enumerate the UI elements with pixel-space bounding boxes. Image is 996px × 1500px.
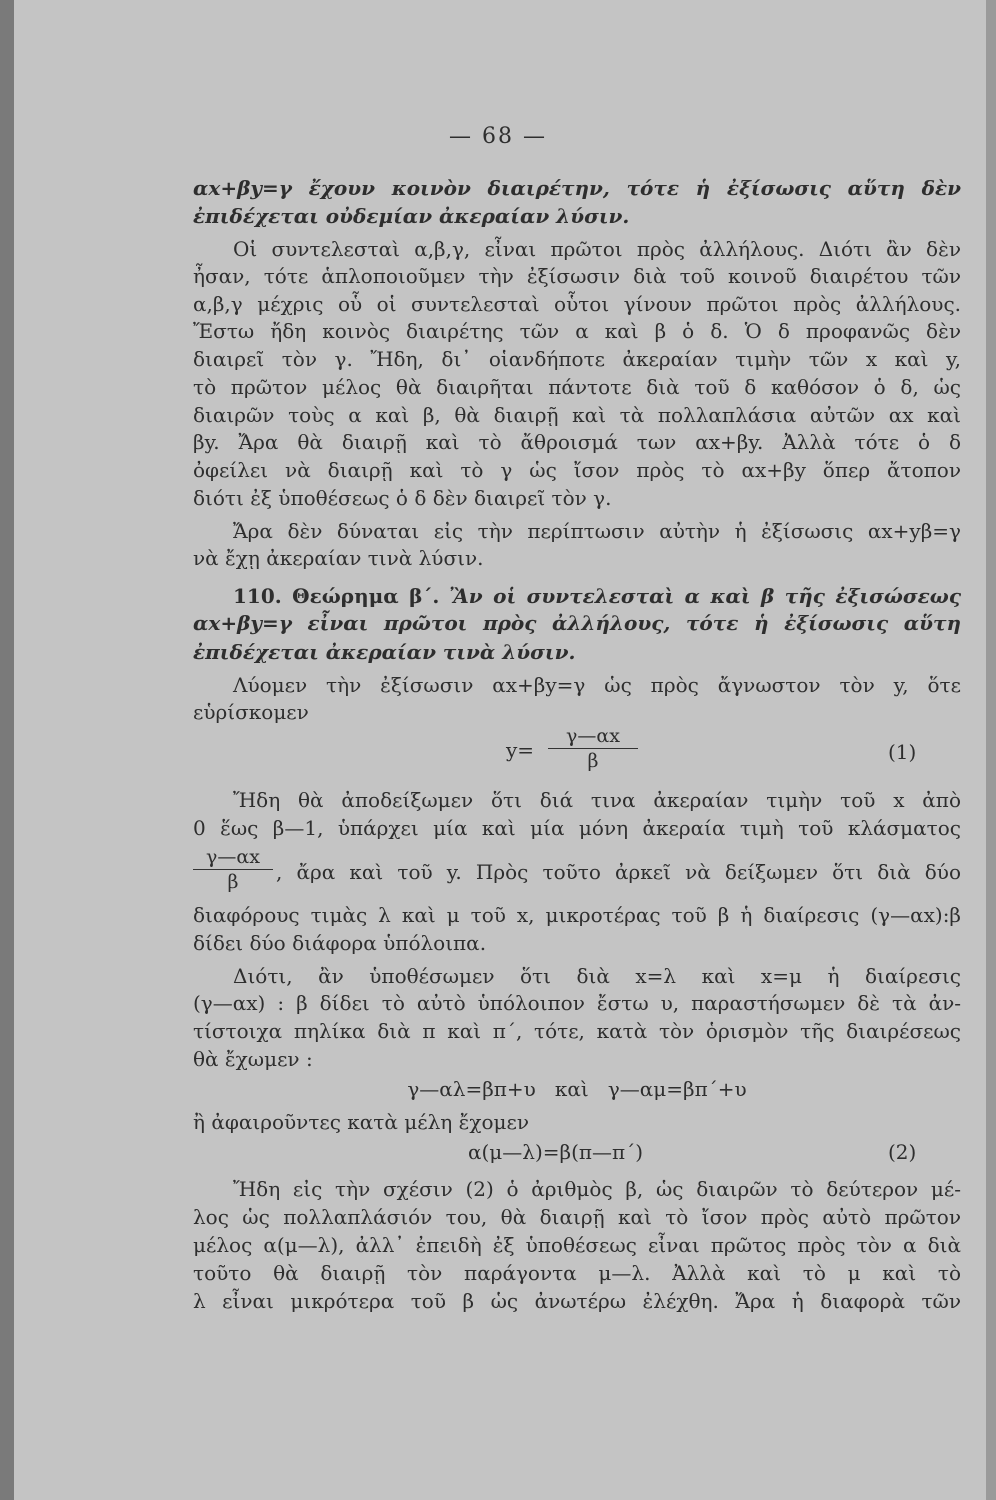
page-right-edge: [986, 0, 996, 1500]
fraction-denominator: β: [227, 871, 239, 893]
text-line: μέλος α(μ—λ), ἀλλ᾽ ἐπειδὴ ἐξ ὑποθέσεως εἶναι πρῶτος πρὸς τὸν α διὰ: [193, 1233, 961, 1257]
text-line: α,β,γ μέχρις οὗ οἱ συντελεσταὶ οὗτοι γίνουν πρῶτοι πρὸς ἀλλήλους.: [193, 292, 961, 316]
equation-number: (1): [888, 740, 917, 764]
text-line: Ἔστω ἤδη κοινὸς διαιρέτης τῶν α καὶ β ὁ δ. Ὁ δ προφανῶς δὲν: [193, 319, 961, 343]
theorem-line: ἐπιδέχεται ἀκεραίαν τινὰ λύσιν.: [193, 640, 576, 664]
text-line: εὑρίσκομεν: [193, 700, 309, 724]
text-line: τὸ πρῶτον μέλος θὰ διαιρῆται πάντοτε διὰ τοῦ δ καθόσον ὁ δ, ὡς: [193, 375, 961, 399]
text-line: Ἤδη θὰ ἀποδείξωμεν ὅτι διά τινα ἀκεραίαν τιμὴν τοῦ x ἀπὸ: [233, 788, 961, 812]
theorem-statement: Ἂν οἱ συντελεσταὶ α καὶ β τῆς ἐξισώσεως: [449, 584, 961, 608]
fraction-denominator: β: [587, 750, 599, 772]
fraction-numerator: γ—αx: [193, 845, 273, 870]
text-line: βy. Ἄρα θὰ διαιρῇ καὶ τὸ ἄθροισμά των αx+βy. Ἀλλὰ τότε ὁ δ: [193, 430, 961, 454]
text-line: Οἱ συντελεσταὶ α,β,γ, εἶναι πρῶτοι πρὸς ἀλλήλους. Διότι ἂν δὲν: [233, 237, 961, 261]
text-line: ὀφείλει νὰ διαιρῇ καὶ τὸ γ ὡς ἴσον πρὸς τὸ αx+βy ὅπερ ἄτοπον: [193, 458, 961, 482]
equation-2: α(μ—λ)=β(π—π΄): [468, 1140, 643, 1164]
text-line: Λύομεν τὴν ἐξίσωσιν αx+βy=γ ὡς πρὸς ἄγνωστον τὸν y, ὅτε: [233, 673, 961, 697]
text-line: ἢ ἀφαιροῦντες κατὰ μέλη ἔχομεν: [193, 1110, 530, 1134]
page-number: — 68 —: [449, 124, 547, 149]
equation-number: (2): [888, 1140, 917, 1164]
text-line: Διότι, ἂν ὑποθέσωμεν ὅτι διὰ x=λ καὶ x=μ ἡ διαίρεσις: [233, 964, 961, 988]
inline-fraction: [193, 845, 273, 894]
text-line: διαφόρους τιμὰς λ καὶ μ τοῦ x, μικροτέρας τοῦ β ἡ διαίρεσις (γ—αx):β: [193, 903, 961, 927]
fraction: [548, 724, 638, 773]
theorem-number: 110. Θεώρημα β΄.: [233, 584, 440, 608]
text-line: λος ὡς πολλαπλάσιόν του, θὰ διαιρῇ καὶ τὸ ἴσον πρὸς αὐτὸ πρῶτον: [193, 1205, 961, 1229]
text-line: διαιρῶν τοὺς α καὶ β, θὰ διαιρῇ καὶ τὰ πολλαπλάσια αὐτῶν αx καὶ: [193, 403, 961, 427]
text-line: αx+βy=γ ἔχουν κοινὸν διαιρέτην, τότε ἡ ἐξίσωσις αὕτη δὲν: [193, 176, 961, 200]
text-line: τίστοιχα πηλίκα διὰ π καὶ π΄, τότε, κατὰ τὸν ὁρισμὸν τῆς διαιρέσεως: [193, 1019, 961, 1043]
text-line: 0 ἕως β—1, ὑπάρχει μία καὶ μία μόνη ἀκεραία τιμὴ τοῦ κλάσματος: [193, 816, 961, 840]
page-left-edge: [0, 0, 14, 1500]
text-line: (γ—αx) : β δίδει τὸ αὐτὸ ὑπόλοιπον ἔστω υ, παραστήσωμεν δὲ τὰ ἀν-: [193, 991, 961, 1015]
equation-lhs: y=: [506, 738, 535, 762]
text-line: θὰ ἔχωμεν :: [193, 1047, 313, 1071]
text-line: ἦσαν, τότε ἁπλοποιοῦμεν τὴν ἐξίσωσιν διὰ τοῦ κοινοῦ διαιρέτου τῶν: [193, 264, 961, 288]
text-line: διαιρεῖ τὸν γ. Ἤδη, δι᾽ οἱανδήποτε ἀκεραίαν τιμὴν τῶν x καὶ y,: [193, 347, 961, 371]
text-line: Ἄρα δὲν δύναται εἰς τὴν περίπτωσιν αὐτὴν ἡ ἐξίσωσις αx+yβ=γ: [233, 519, 961, 543]
theorem-line: αx+βy=γ εἶναι πρῶτοι πρὸς ἀλλήλους, τότε ἡ ἐξίσωσις αὕτη: [193, 611, 961, 635]
equation-pair: γ—αλ=βπ+υ καὶ γ—αμ=βπ΄+υ: [407, 1077, 747, 1101]
text-line: τοῦτο θὰ διαιρῇ τὸν παράγοντα μ—λ. Ἀλλὰ καὶ τὸ μ καὶ τὸ: [193, 1261, 961, 1285]
fraction-numerator: γ—αx: [548, 724, 638, 749]
text-line: δίδει δύο διάφορα ὑπόλοιπα.: [193, 931, 487, 955]
text-line: Ἤδη εἰς τὴν σχέσιν (2) ὁ ἀριθμὸς β, ὡς διαιρῶν τὸ δεύτερον μέ-: [233, 1177, 961, 1201]
text-line: λ εἶναι μικρότερα τοῦ β ὡς ἀνωτέρω ἐλέχθη. Ἄρα ἡ διαφορὰ τῶν: [193, 1289, 961, 1313]
theorem-heading-line: [193, 583, 961, 609]
text-line: νὰ ἔχῃ ἀκεραίαν τινὰ λύσιν.: [193, 546, 484, 570]
text-line: ἐπιδέχεται οὐδεμίαν ἀκεραίαν λύσιν.: [193, 204, 630, 228]
text-line: διότι ἐξ ὑποθέσεως ὁ δ δὲν διαιρεῖ τὸν γ.: [193, 486, 612, 510]
text-line: , ἄρα καὶ τοῦ y. Πρὸς τοῦτο ἀρκεῖ νὰ δείξωμεν ὅτι διὰ δύο: [276, 860, 961, 884]
